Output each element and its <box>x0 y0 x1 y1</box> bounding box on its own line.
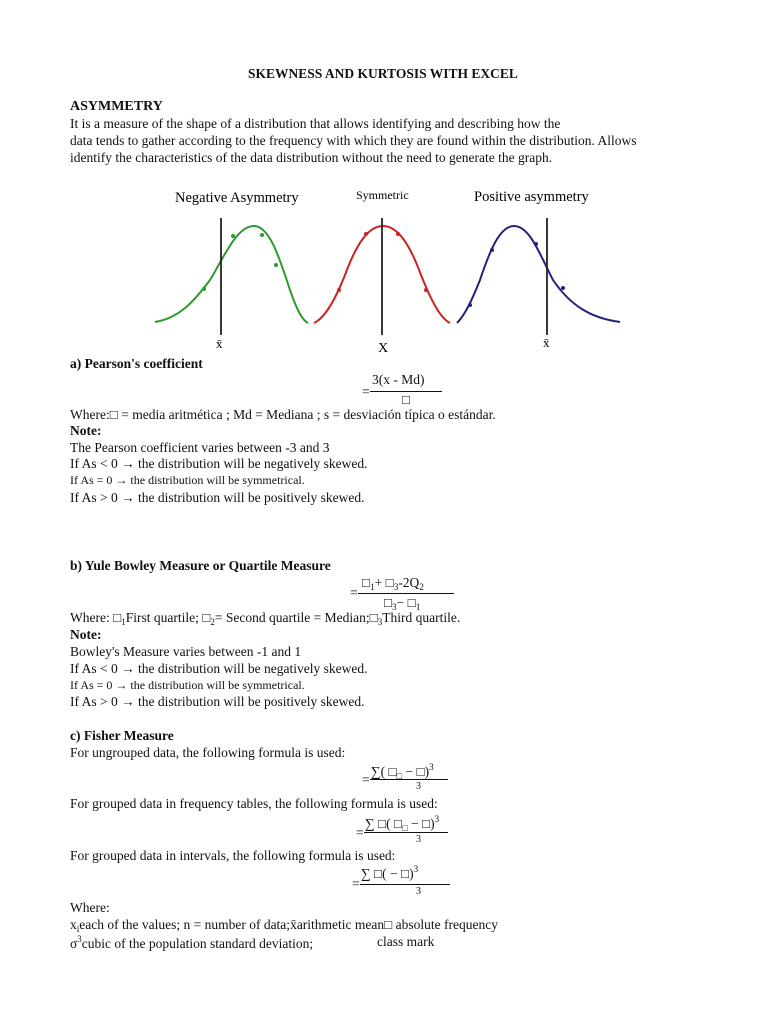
fisher-formula-2-equals: = <box>356 825 364 840</box>
pearson-where: Where:□ = media aritmética ; Md = Mediana ; s = desviación típica o estándar. <box>70 407 496 422</box>
fisher-where-line-1: $x_ieach$ of the values; n = number of data;x̄arithmetic mean□ absolute frequency <box>70 917 499 934</box>
fisher-formula-3-numerator: ∑ □( − □)$^3$ <box>361 864 419 881</box>
asymmetry-text-line-3: identify the characteristics of the data distribution without the need to generate the graph. <box>70 150 553 165</box>
pearson-note-2: If As < 0 → the distribution will be negatively skewed. <box>70 456 368 471</box>
bowley-heading: b) Yule Bowley Measure or Quartile Measure <box>70 558 331 573</box>
bowley-note-2: If As < 0 → the distribution will be negatively skewed. <box>70 661 368 676</box>
negative-mean-label: x̄ <box>216 336 223 351</box>
fisher-where-class-mark: class mark <box>377 934 435 949</box>
symmetric-label: Symmetric <box>356 188 409 202</box>
fisher-where-line-2: $\sigma^3cubic$ of the population standard deviation; <box>70 934 314 951</box>
fisher-formula-3-denominator: 3 <box>416 886 421 897</box>
pearson-heading: a) Pearson's coefficient <box>70 356 203 371</box>
bowley-note-1: Bowley's Measure varies between -1 and 1 <box>70 644 302 659</box>
symmetric-axis-label: X <box>378 341 389 355</box>
asymmetry-text-line-1: It is a measure of the shape of a distribution that allows identifying and describing how the <box>70 116 561 131</box>
asymmetry-heading: ASYMMETRY <box>70 99 163 114</box>
bowley-note-4: If As > 0 → the distribution will be positively skewed. <box>70 694 365 709</box>
fisher-formula-1-denominator: 3 <box>416 781 421 792</box>
pearson-numerator: 3(x - Md) <box>372 372 425 387</box>
positive-mean-label: x̄ <box>543 335 550 350</box>
bowley-numerator: $□_1+$ $□_3-2Q_2$ <box>362 575 424 592</box>
fisher-ungrouped-text: For ungrouped data, the following formula is used: <box>70 745 346 760</box>
negative-asymmetry-label: Negative Asymmetry <box>175 190 299 206</box>
fisher-heading: c) Fisher Measure <box>70 728 174 743</box>
pearson-equals: = <box>362 384 370 399</box>
positive-skew-curve <box>457 218 620 350</box>
symmetric-curve <box>314 218 450 355</box>
negative-skew-curve <box>155 218 308 351</box>
pearson-note-4: If As > 0 → the distribution will be positively skewed. <box>70 490 365 505</box>
positive-asymmetry-label: Positive asymmetry <box>474 189 589 205</box>
pearson-note-heading: Note: <box>70 423 102 438</box>
pearson-denominator: □ <box>402 392 411 407</box>
fisher-formula-3-equals: = <box>352 876 360 891</box>
fisher-formula-2-denominator: 3 <box>416 834 421 845</box>
page-title: SKEWNESS AND KURTOSIS WITH EXCEL <box>248 66 518 81</box>
bowley-where: Where: $□_1First$ quartile; $□_2=$ Second quartile = $Median;□_3Third$ quartile. <box>70 610 461 627</box>
bowley-note-3: If As = 0 → the distribution will be symmetrical. <box>70 678 305 692</box>
bowley-denominator: $□_3-$ $□_1$ <box>384 595 421 612</box>
pearson-note-1: The Pearson coefficient varies between -3 and 3 <box>70 440 330 455</box>
asymmetry-figure <box>140 180 630 355</box>
asymmetry-text-line-2: data tends to gather according to the frequency with which they are found within the distribution. Allows <box>70 133 637 148</box>
bowley-fraction-line <box>358 593 454 594</box>
fisher-formula-2-line <box>364 832 448 833</box>
bowley-equals: = <box>350 585 358 600</box>
fisher-formula-1-equals: = <box>362 772 370 787</box>
fisher-where-heading: Where: <box>70 900 110 915</box>
pearson-note-3: If As = 0 → the distribution will be symmetrical. <box>70 473 305 487</box>
fisher-formula-1-line <box>370 779 448 780</box>
fisher-formula-1-numerator: ∑( $□_□$ − □)$^3$ <box>371 762 434 781</box>
fisher-grouped-intervals-text: For grouped data in intervals, the following formula is used: <box>70 848 396 863</box>
fisher-formula-2-numerator: ∑ □( $□_□$ − □)$^3$ <box>365 814 440 833</box>
fisher-formula-3-line <box>360 884 450 885</box>
fisher-grouped-frequency-text: For grouped data in frequency tables, the following formula is used: <box>70 796 438 811</box>
bowley-note-heading: Note: <box>70 627 102 642</box>
